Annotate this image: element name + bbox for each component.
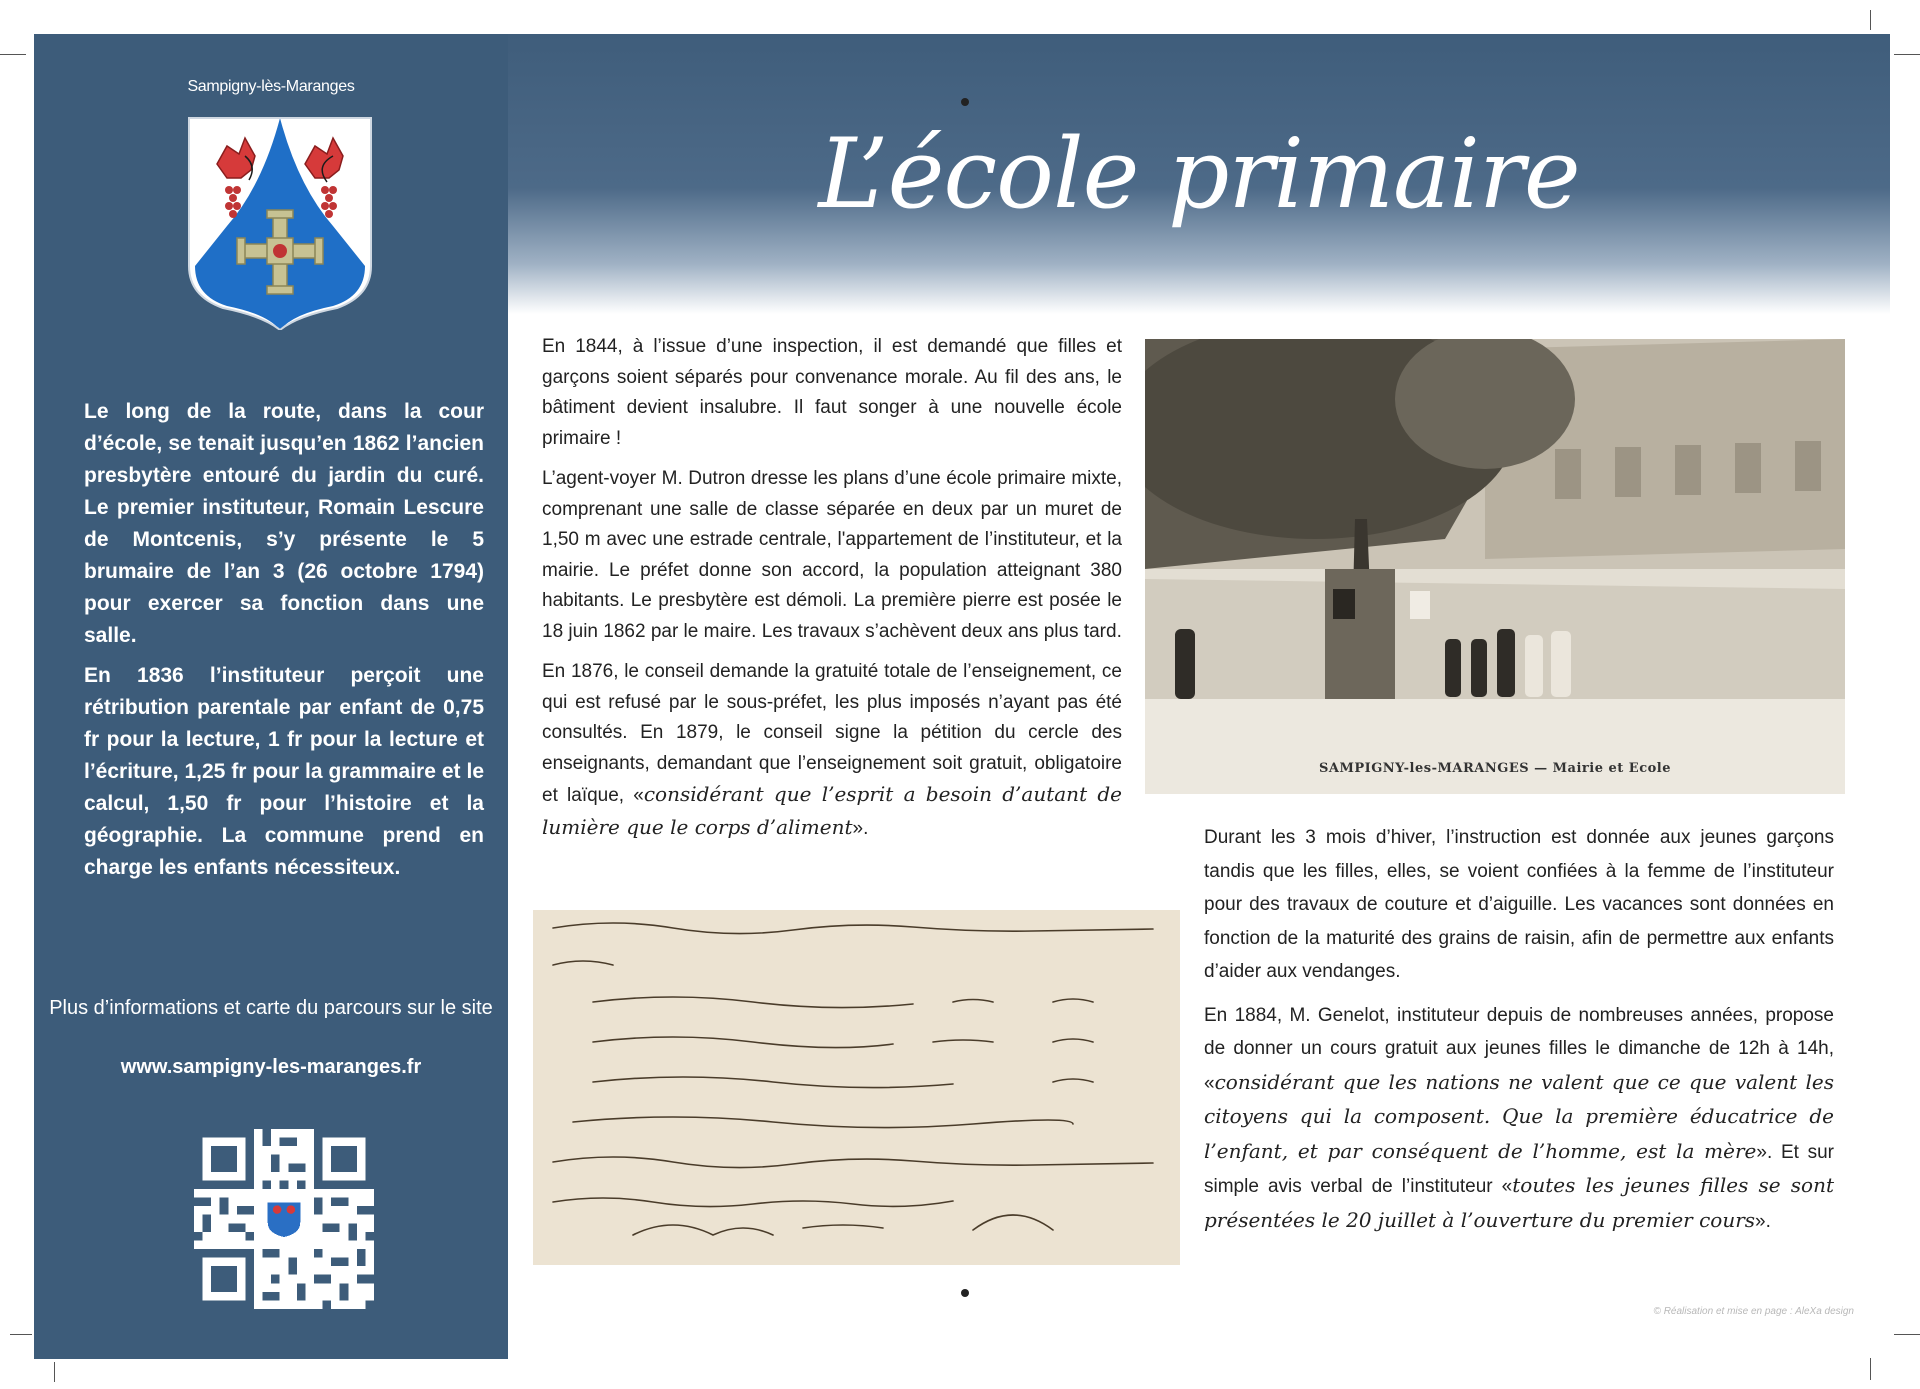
paragraph: En 1844, à l’issue d’une inspection, il est demandé que filles et garçons soient séparés pour convenance morale. Au fil des ans, le bâtiment devient insalubre. Il faut songer à une nouvelle école primaire ! xyxy=(542,336,1122,449)
manuscript-image xyxy=(533,910,1180,1265)
crop-mark xyxy=(1894,54,1920,55)
sidebar-paragraph: Le long de la route, dans la cour d’école, se tenait jusqu’en 1862 l’ancien presbytère entouré du jardin du curé. Le premier instituteur, Romain Lescure de Montcenis, s’y présente le 5 brumaire de l’an 3 (26 octobre 1794) pour exercer sa fonction dans une salle. xyxy=(84,400,484,647)
paragraph-text: ». xyxy=(1755,1210,1771,1232)
sidebar-paragraph: En 1836 l’instituteur perçoit une rétribution parentale par enfant de 0,75 fr pour la lecture, 1 fr pour la lecture et l’écriture, 1,25 fr pour la grammaire et le calcul, 1,50 fr pour l’histoire et la géographie. La commune prend en charge les enfants nécessiteux. xyxy=(84,664,484,879)
sidebar xyxy=(34,34,508,1359)
page-title: L’école primaire xyxy=(818,118,1580,230)
paragraph-text: ». Et sur simple avis verbal de l’instituteur « xyxy=(1204,1141,1835,1197)
decorative-dot xyxy=(961,1289,969,1297)
paragraph-text: En 1876, le conseil demande la gratuité totale de l’enseignement, ce qui est refusé par le sous-préfet, les plus imposés n’ayant pas été consultés. En 1879, le conseil signe la pétition du cercle des enseignants, demandant que l’enseignement soit gratuit, obligatoire et laïque, « xyxy=(542,661,1122,806)
town-name: Sampigny-lès-Maranges xyxy=(187,78,355,95)
crop-mark xyxy=(1870,1358,1871,1380)
crop-mark xyxy=(1870,10,1871,30)
paragraph: L’agent-voyer M. Dutron dresse les plans d’une école primaire mixte, comprenant une salle de classe séparée en deux par un muret de 1,50 m avec une estrade centrale, l'appartement de l’instituteur, et la mairie. Le préfet donne son accord, la population atteignant 380 habitants. Le presbytère est démoli. La première pierre est posée le 18 juin 1862 par le maire. Les travaux s’achèvent deux ans plus tard. xyxy=(542,468,1122,642)
crop-mark xyxy=(0,54,26,55)
paragraph xyxy=(542,657,1122,844)
decorative-dot xyxy=(961,98,969,106)
right-column xyxy=(1204,821,1834,1248)
photo-caption: SAMPIGNY-les-MARANGES — Mairie et Ecole xyxy=(1318,761,1672,776)
more-info-text: Plus d’informations et carte du parcours sur le site xyxy=(49,997,493,1019)
sidebar-text xyxy=(84,660,484,884)
photo-illustration xyxy=(1145,339,1845,794)
crop-mark xyxy=(1894,1334,1920,1335)
quote: toutes les jeunes filles se sont présentées le 20 juillet à l’ouverture du premier cours xyxy=(1204,1173,1834,1232)
paragraph-text: En 1884, M. Genelot, instituteur depuis de nombreuses années, propose de donner un cours gratuit aux jeunes filles le dimanche de 12h à 14h, « xyxy=(1204,1004,1834,1094)
school-photo xyxy=(1145,339,1845,794)
website-link[interactable]: www.sampigny-les-maranges.fr xyxy=(120,1056,422,1078)
credit-text: © Réalisation et mise en page : AleXa design xyxy=(1653,1306,1854,1317)
crop-mark xyxy=(10,1334,32,1335)
quote: considérant que l’esprit a besoin d’autant de lumière que le corps d’aliment xyxy=(542,782,1122,839)
quote: considérant que les nations ne valent que ce que valent les citoyens qui la composent. Que la première éducatrice de l’enfant, et par conséquent de l’homme, est la mère xyxy=(1204,1069,1834,1163)
coat-of-arms-icon xyxy=(187,116,373,330)
qr-code-icon[interactable] xyxy=(194,1129,374,1309)
crop-mark xyxy=(54,1362,55,1382)
middle-column xyxy=(542,332,1122,854)
paragraph: Durant les 3 mois d’hiver, l’instruction est donnée aux jeunes garçons tandis que les filles, elles, se voient confiées à la femme de l’instituteur pour des travaux de couture et d’aiguille. Les vacances sont données en fonction de la maturité des grains de raisin, afin de permettre aux enfants d’aider aux vendanges. xyxy=(1204,827,1834,982)
paragraph-text: ». xyxy=(852,817,869,839)
paragraph xyxy=(1204,999,1834,1239)
sidebar-text xyxy=(84,396,484,652)
manuscript-illustration xyxy=(533,910,1180,1265)
